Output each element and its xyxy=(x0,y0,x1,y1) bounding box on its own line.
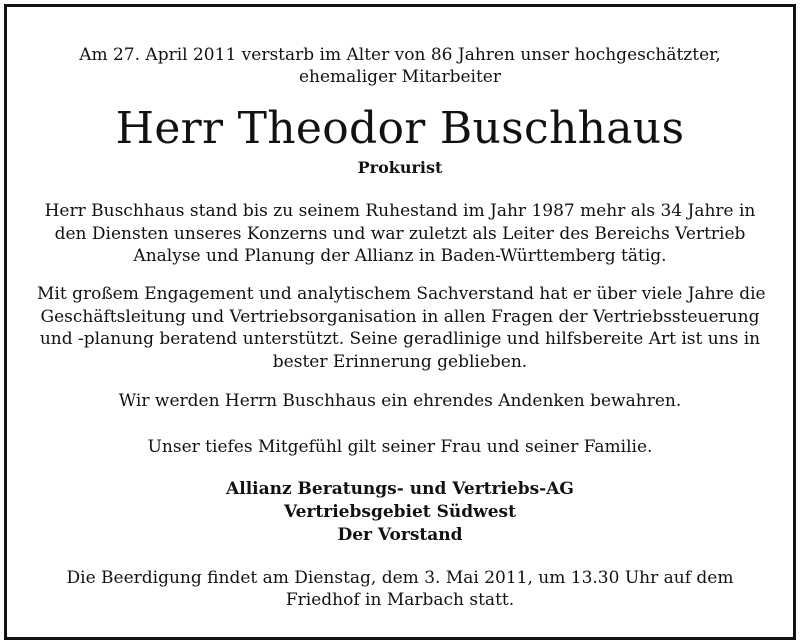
signature-block xyxy=(7,478,793,547)
paragraph-line: Analyse und Planung der Allianz in Baden-Württemberg tätig. xyxy=(133,246,667,267)
remembrance-paragraph xyxy=(37,390,763,413)
deceased-role: Prokurist xyxy=(357,158,443,177)
paragraph-line: den Diensten unseres Konzerns und war zuletzt als Leiter des Bereichs Vertrieb xyxy=(54,223,746,244)
funeral-info xyxy=(37,567,763,611)
intro-line: Am 27. April 2011 verstarb im Alter von 86 Jahren unser hochgeschätzter, xyxy=(79,45,721,65)
career-paragraph xyxy=(37,200,763,268)
paragraph-line: Mit großem Engagement und analytischem Sachverstand hat er über viele Jahre die xyxy=(37,284,766,304)
company-region: Vertriebsgebiet Südwest xyxy=(284,502,516,522)
condolence-paragraph xyxy=(37,436,763,459)
intro-text xyxy=(7,44,793,88)
funeral-line: Die Beerdigung findet am Dienstag, dem 3. Mai 2011, um 13.30 Uhr auf dem xyxy=(66,568,734,588)
paragraph-line: Herr Buschhaus stand bis zu seinem Ruhestand im Jahr 1987 mehr als 34 Jahre in xyxy=(44,201,756,221)
company-board: Der Vorstand xyxy=(337,525,463,545)
company-name: Allianz Beratungs- und Vertriebs-AG xyxy=(226,479,574,499)
deceased-name: Herr Theodor Buschhaus xyxy=(115,103,685,154)
paragraph-line: Geschäftsleitung und Vertriebsorganisation in allen Fragen der Vertriebssteuerung xyxy=(40,306,760,327)
intro-line: ehemaliger Mitarbeiter xyxy=(298,67,501,87)
tribute-paragraph xyxy=(37,283,766,374)
paragraph-line: Wir werden Herrn Buschhaus ein ehrendes Andenken bewahren. xyxy=(118,391,682,411)
paragraph-line: und -planung beratend unterstützt. Seine geradlinige und hilfsbereite Art ist uns in xyxy=(39,329,761,350)
paragraph-line: bester Erinnerung geblieben. xyxy=(272,352,528,373)
funeral-line: Friedhof in Marbach statt. xyxy=(285,590,515,610)
obituary-notice xyxy=(4,4,796,640)
paragraph-line: Unser tiefes Mitgefühl gilt seiner Frau und seiner Familie. xyxy=(147,437,653,457)
